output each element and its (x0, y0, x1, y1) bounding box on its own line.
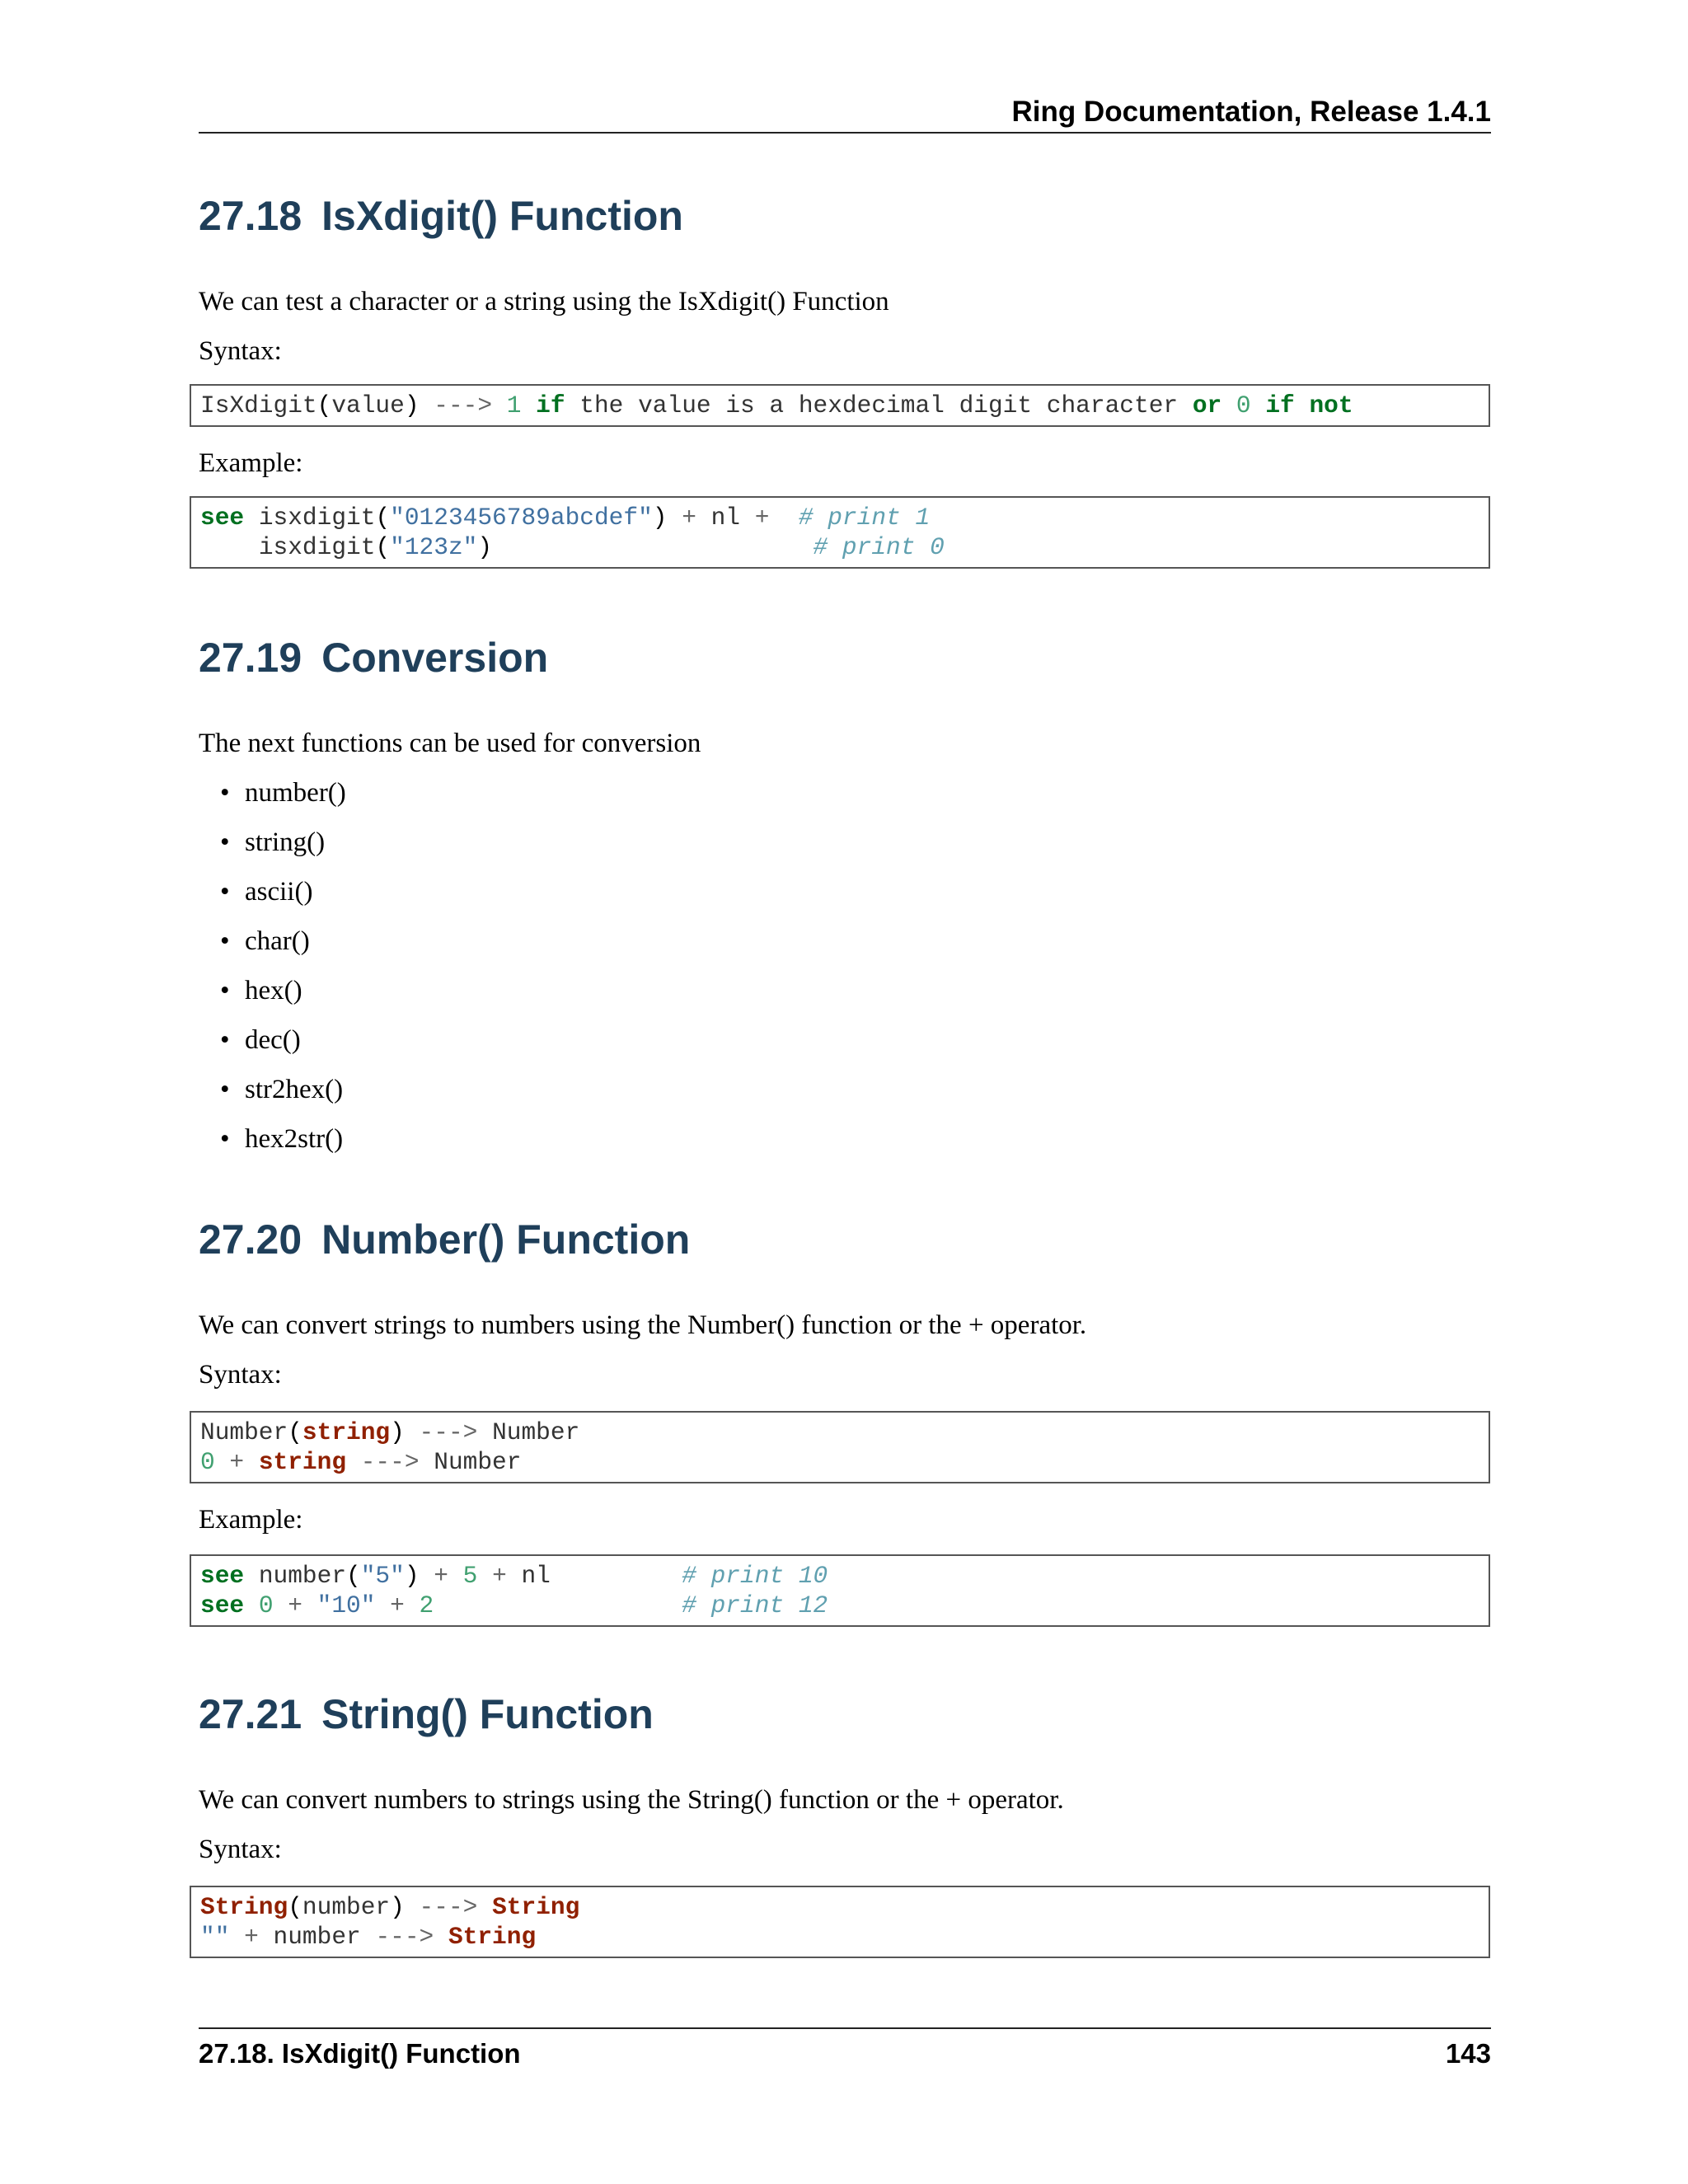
code-line: see number("5") + 5 + nl # print 10 (200, 1562, 828, 1590)
section-title: String() Function (321, 1691, 654, 1737)
section-number: 27.19 (199, 635, 302, 681)
section-title: IsXdigit() Function (321, 193, 683, 239)
isxdigit-syntax-label: Syntax: (199, 336, 282, 366)
code-line: see 0 + "10" + 2 # print 12 (200, 1591, 828, 1619)
number-syntax-label: Syntax: (199, 1360, 282, 1390)
running-header: Ring Documentation, Release 1.4.1 (199, 92, 1491, 134)
code-line: IsXdigit(value) ---> 1 if the value is a hexdecimal digit character or 0 if not (200, 391, 1353, 419)
number-example-label: Example: (199, 1505, 303, 1535)
footer-section-title: 27.18. IsXdigit() Function (199, 2038, 521, 2069)
list-item: • str2hex() (245, 1073, 343, 1106)
footer-rule (199, 2027, 1491, 2029)
page-number: 143 (1445, 2038, 1491, 2069)
code-line: String(number) ---> String (200, 1893, 580, 1921)
section-number: 27.20 (199, 1216, 302, 1263)
list-item: • dec() (245, 1024, 301, 1057)
isxdigit-example-label: Example: (199, 448, 303, 478)
conversion-intro: The next functions can be used for conversion (199, 729, 701, 758)
section-heading-isxdigit (199, 191, 683, 241)
isxdigit-syntax-code (190, 384, 1490, 427)
list-item: • hex() (245, 974, 302, 1007)
number-intro: We can convert strings to numbers using the Number() function or the + operator. (199, 1310, 1087, 1340)
code-line: isxdigit("123z") # print 0 (258, 533, 945, 561)
section-number: 27.18 (199, 193, 302, 239)
string-syntax-code (190, 1886, 1490, 1958)
isxdigit-intro: We can test a character or a string using the IsXdigit() Function (199, 287, 889, 316)
list-item: • ascii() (245, 875, 312, 908)
section-heading-string (199, 1690, 654, 1739)
code-line: see isxdigit("0123456789abcdef") + nl + # print 1 (200, 504, 931, 532)
isxdigit-example-code (190, 496, 1490, 569)
code-line: "" + number ---> String (200, 1923, 537, 1951)
list-item: • number() (245, 776, 346, 809)
section-title: Conversion (321, 635, 549, 681)
number-syntax-code (190, 1411, 1490, 1483)
code-line: Number(string) ---> Number (200, 1418, 580, 1446)
list-item: • char() (245, 925, 310, 958)
code-line: 0 + string ---> Number (200, 1448, 522, 1476)
string-intro: We can convert numbers to strings using the String() function or the + operator. (199, 1785, 1064, 1815)
list-item: • hex2str() (245, 1122, 343, 1155)
string-syntax-label: Syntax: (199, 1835, 282, 1864)
number-example-code (190, 1554, 1490, 1627)
list-item: • string() (245, 826, 325, 859)
section-number: 27.21 (199, 1691, 302, 1737)
section-title: Number() Function (321, 1216, 691, 1263)
section-heading-conversion (199, 633, 548, 682)
section-heading-number (199, 1215, 690, 1264)
